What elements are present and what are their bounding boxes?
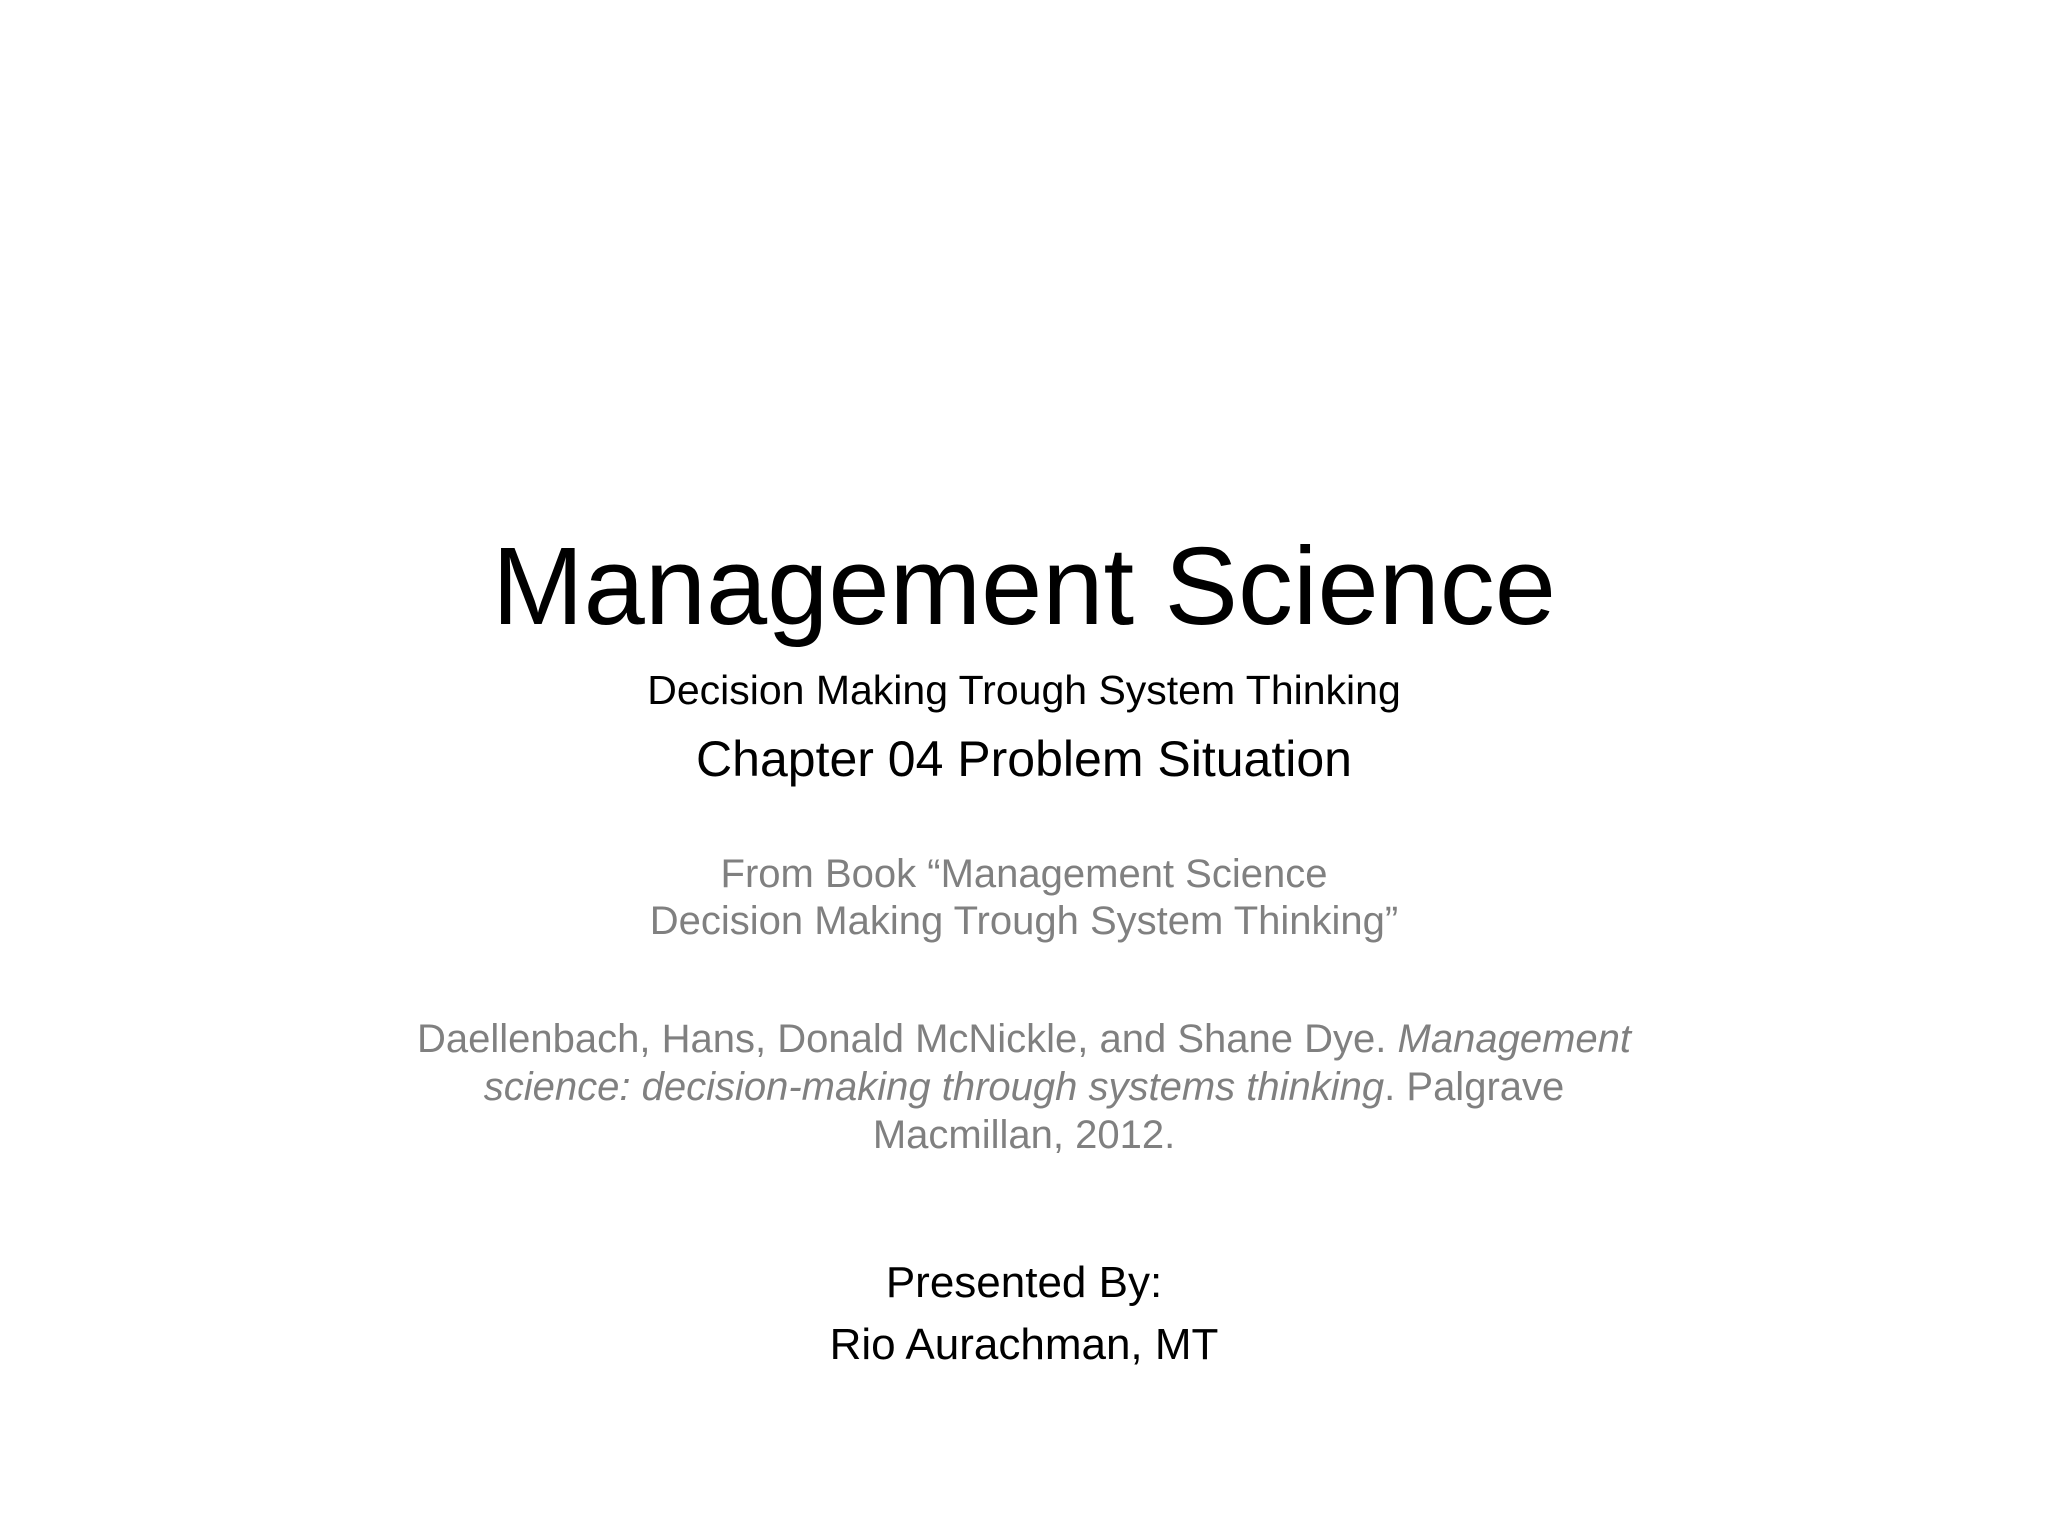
citation-line-2 bbox=[0, 1063, 2048, 1111]
source-line-1: From Book “Management Science bbox=[720, 852, 1328, 896]
citation-authors: Daellenbach, Hans, Donald McNickle, and Shane Dye. bbox=[416, 1017, 1398, 1061]
citation-book-title-part2: science: decision-making through systems thinking bbox=[483, 1065, 1385, 1109]
slide-title: Management Science bbox=[492, 525, 1556, 648]
chapter-heading: Chapter 04 Problem Situation bbox=[696, 731, 1352, 787]
citation-book-title-part1: Management bbox=[1397, 1017, 1631, 1061]
slide-subtitle: Decision Making Trough System Thinking bbox=[647, 667, 1401, 713]
citation-line-1 bbox=[0, 1015, 2048, 1063]
presenter-label: Presented By: bbox=[885, 1258, 1163, 1307]
presenter-name: Rio Aurachman, MT bbox=[829, 1320, 1219, 1369]
source-line-2: Decision Making Trough System Thinking” bbox=[649, 899, 1399, 943]
citation-line-3: Macmillan, 2012. bbox=[872, 1113, 1176, 1157]
citation-publisher-part: . Palgrave bbox=[1384, 1065, 1565, 1109]
